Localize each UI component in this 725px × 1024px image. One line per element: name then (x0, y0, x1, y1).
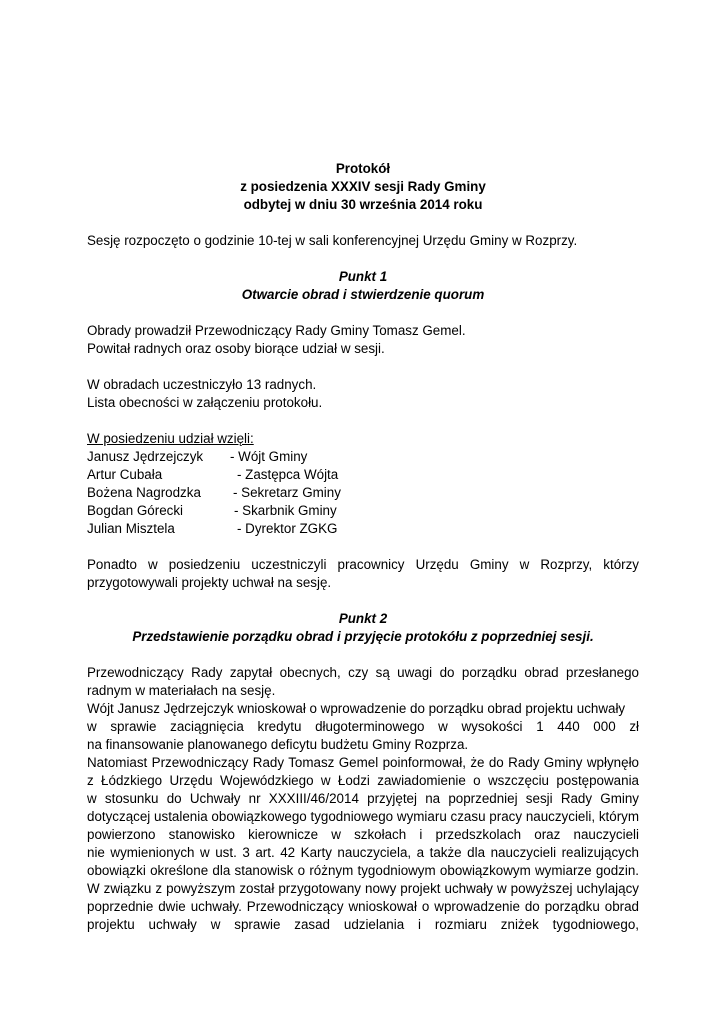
participant-name: Artur Cubała (87, 467, 163, 482)
punkt2-line: na finansowanie planowanego deficytu budżetu Gminy Rozprza. (87, 737, 469, 752)
punkt1-subheading: Otwarcie obrad i stwierdzenie quorum (241, 287, 485, 302)
punkt2-line: poprzednie dwie uchwały. Przewodniczący wnioskował o wprowadzenie do porządku obrad (87, 899, 639, 914)
participant-row (87, 502, 639, 520)
staff-line: Ponadto w posiedzeniu uczestniczyli pracownicy Urzędu Gminy w Rozprzy, którzy (87, 557, 639, 572)
punkt2-line: projektu uchwały w sprawie zasad udzielania i rozmiaru zniżek tygodniowego, (87, 917, 639, 932)
participant-row (87, 448, 639, 466)
punkt2-line: obowiązki określone dla stanowisk o różnym tygodniowym obowiązkowym wymiarze godzin. (87, 863, 639, 878)
punkt2-body (87, 664, 639, 934)
participants-list (87, 448, 639, 538)
staff-line: przygotowywali projekty uchwał na sesję. (87, 575, 332, 590)
punkt2-line: z Łódzkiego Urzędu Wojewódzkiego w Łodzi zawiadomienie o wszczęciu postępowania (87, 773, 639, 788)
punkt2-line: dotyczącej ustalenia obowiązkowego tygodniowego wymiaru czasu pracy nauczycieli, którym (87, 809, 639, 824)
punkt1-heading: Punkt 1 (338, 269, 388, 284)
punkt2-heading: Punkt 2 (338, 611, 388, 626)
participant-row (87, 466, 639, 484)
punkt1-line: Lista obecności w załączeniu protokołu. (87, 395, 323, 410)
participant-name: Bogdan Górecki (87, 503, 184, 518)
punkt1-line: W obradach uczestniczyło 13 radnych. (87, 377, 317, 392)
participant-row (87, 520, 639, 538)
participant-role: - Wójt Gminy (230, 449, 308, 464)
punkt2-line: Wójt Janusz Jędrzejczyk wnioskował o wprowadzenie do porządku obrad projektu uchwały (87, 701, 626, 716)
punkt2-line: powierzono stanowisko kierownicze w szkołach i przedszkolach oraz nauczycieli (87, 827, 639, 842)
participant-role: - Zastępca Wójta (237, 467, 339, 482)
title-line-2: z posiedzenia XXXIV sesji Rady Gminy (240, 179, 486, 194)
participant-role: - Dyrektor ZGKG (237, 521, 338, 536)
participant-name: Julian Misztela (87, 521, 175, 536)
punkt1-line: Obrady prowadził Przewodniczący Rady Gminy Tomasz Gemel. (87, 323, 466, 338)
document-body (87, 160, 639, 934)
punkt1-line: Powitał radnych oraz osoby biorące udział w sesji. (87, 341, 385, 356)
participant-name: Bożena Nagrodzka (87, 485, 201, 500)
punkt2-line: w sprawie zaciągnięcia kredytu długoterminowego w wysokości 1 440 000 zł (87, 719, 639, 734)
punkt2-line: nie wymienionych w ust. 3 art. 42 Karty nauczyciela, a także dla nauczycieli realizujących (87, 845, 639, 860)
punkt2-line: radnym w materiałach na sesję. (87, 683, 276, 698)
participant-role: - Sekretarz Gminy (233, 485, 341, 500)
title-line-1: Protokół (335, 161, 391, 176)
title-line-3: odbytej w dniu 30 września 2014 roku (243, 197, 483, 212)
participant-name: Janusz Jędrzejczyk (87, 449, 204, 464)
punkt2-line: W związku z powyższym został przygotowany nowy projekt uchwały w powyższej uchylający (87, 881, 639, 896)
punkt2-line: Natomiast Przewodniczący Rady Tomasz Gemel poinformował, że do Rady Gminy wpłynęło (87, 755, 639, 770)
intro-paragraph: Sesję rozpoczęto o godzinie 10-tej w sali konferencyjnej Urzędu Gminy w Rozprzy. (87, 233, 578, 248)
participants-heading: W posiedzeniu udział wzięli: (87, 431, 254, 446)
punkt2-subheading: Przedstawienie porządku obrad i przyjęcie protokółu z poprzedniej sesji. (132, 629, 594, 644)
participant-role: - Skarbnik Gminy (234, 503, 337, 518)
participant-row (87, 484, 639, 502)
punkt2-line: w stosunku do Uchwały nr XXXIII/46/2014 przyjętej na poprzedniej sesji Rady Gminy (87, 791, 639, 806)
punkt2-line: Przewodniczący Rady zapytał obecnych, czy są uwagi do porządku obrad przesłanego (87, 665, 639, 680)
